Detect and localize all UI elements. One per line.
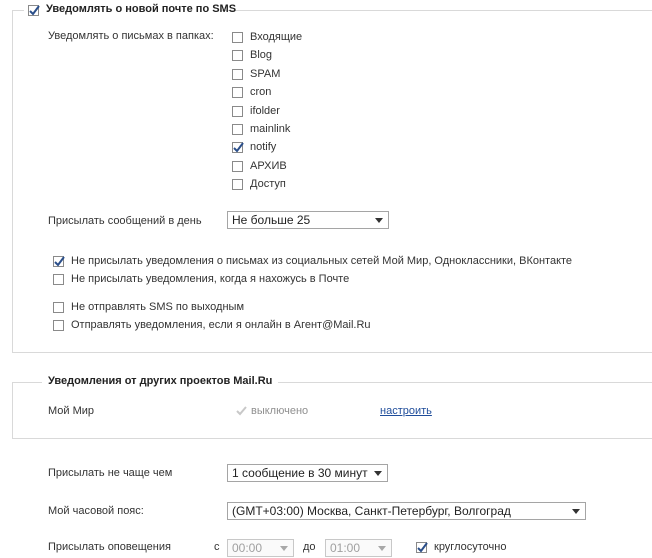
folder-label: mainlink xyxy=(250,123,291,135)
option-checkbox[interactable] xyxy=(53,302,64,313)
projects-fieldset xyxy=(12,382,652,439)
per-day-select[interactable] xyxy=(227,211,389,229)
folder-checkbox[interactable] xyxy=(232,161,243,172)
folder-checkbox[interactable] xyxy=(232,69,243,80)
frequency-select[interactable] xyxy=(227,464,388,482)
frequency-select-value: 1 сообщение в 30 минут xyxy=(232,466,368,480)
sms-enable-checkbox[interactable] xyxy=(28,5,39,16)
per-day-label: Присылать сообщений в день xyxy=(48,215,202,227)
folder-label: АРХИВ xyxy=(250,160,287,172)
check-icon xyxy=(236,405,247,419)
folder-label: Blog xyxy=(250,49,273,61)
folder-checkbox[interactable] xyxy=(232,124,243,135)
folders-label: Уведомлять о письмах в папках: xyxy=(48,30,214,42)
option-checkbox[interactable] xyxy=(53,256,64,267)
notify-time-label: Присылать оповещения xyxy=(48,541,171,553)
frequency-label: Присылать не чаще чем xyxy=(48,467,173,479)
chevron-down-icon xyxy=(378,546,386,551)
projects-section-title: Уведомления от других проектов Mail.Ru xyxy=(42,375,278,387)
per-day-select-value: Не больше 25 xyxy=(232,213,311,227)
timezone-select[interactable] xyxy=(227,502,586,520)
folder-checkbox[interactable] xyxy=(232,142,243,153)
option-label: Не присылать уведомления о письмах из социальных сетей Мой Мир, Одноклассники, ВКонтакте xyxy=(71,255,573,267)
timezone-label: Мой часовой пояс: xyxy=(48,505,144,517)
to-time-select[interactable] xyxy=(325,539,392,557)
project-name: Мой Мир xyxy=(48,405,95,417)
option-label: Отправлять уведомления, если я онлайн в Агент@Mail.Ru xyxy=(71,319,371,331)
option-label: Не отправлять SMS по выходным xyxy=(71,301,245,313)
folder-label: notify xyxy=(250,141,277,153)
folder-label: Входящие xyxy=(250,31,303,43)
folder-checkbox[interactable] xyxy=(232,87,243,98)
option-checkbox[interactable] xyxy=(53,320,64,331)
chevron-down-icon xyxy=(280,546,288,551)
from-time-select[interactable] xyxy=(227,539,294,557)
folder-label: SPAM xyxy=(250,68,281,80)
folder-checkbox[interactable] xyxy=(232,32,243,43)
folder-checkbox[interactable] xyxy=(232,179,243,190)
timezone-select-value: (GMT+03:00) Москва, Санкт-Петербург, Волгоград xyxy=(232,504,511,518)
sms-enable-row[interactable] xyxy=(24,3,237,19)
configure-link[interactable]: настроить xyxy=(380,405,432,417)
round-clock-checkbox[interactable] xyxy=(416,542,427,553)
folder-label: Доступ xyxy=(250,178,286,190)
to-time-value: 01:00 xyxy=(330,541,361,555)
folder-checkbox[interactable] xyxy=(232,106,243,117)
round-clock-label: круглосуточно xyxy=(434,541,507,553)
project-status: выключено xyxy=(251,405,309,417)
folder-checkbox[interactable] xyxy=(232,50,243,61)
from-time-value: 00:00 xyxy=(232,541,263,555)
from-label: с xyxy=(214,541,220,553)
chevron-down-icon xyxy=(375,218,383,223)
sms-section-title: Уведомлять о новой почте по SMS xyxy=(46,3,237,15)
chevron-down-icon xyxy=(572,509,580,514)
option-checkbox[interactable] xyxy=(53,274,64,285)
chevron-down-icon xyxy=(374,471,382,476)
option-label: Не присылать уведомления, когда я нахожусь в Почте xyxy=(71,273,350,285)
folder-label: cron xyxy=(250,86,272,98)
folder-label: ifolder xyxy=(250,105,280,117)
to-label: до xyxy=(303,541,316,553)
